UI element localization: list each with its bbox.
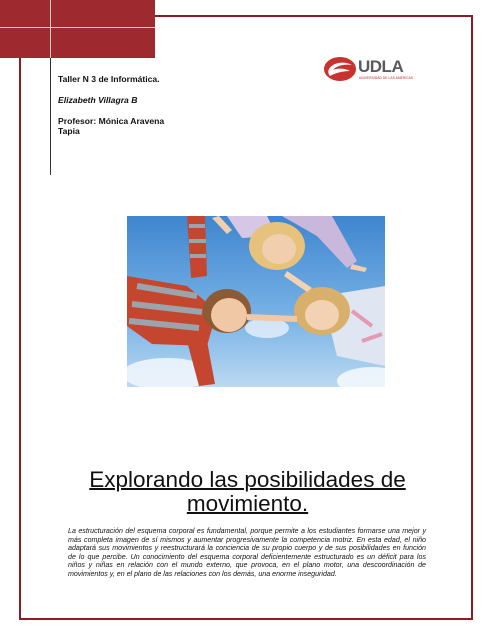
corner-line-vertical (50, 0, 51, 58)
course-label: Taller N 3 de Informática. (58, 74, 160, 84)
corner-decoration (0, 0, 155, 58)
udla-logo (323, 56, 419, 84)
logo-wordmark: UDLA (358, 57, 404, 76)
logo-subtitle: UNIVERSIDAD DE LAS AMÉRICAS (359, 76, 414, 80)
udla-swoosh-icon (323, 56, 357, 82)
author-name: Elizabeth Villagra B (58, 95, 138, 105)
corner-line-horizontal (0, 27, 155, 28)
professor-label: Profesor: Mónica Aravena Tapia (58, 116, 165, 136)
photo-illustration (127, 216, 385, 387)
left-rule (50, 58, 51, 175)
page-title: Explorando las posibilidades de movimiento. (89, 467, 406, 516)
body-paragraph: La estructuración del esquema corporal es fundamental, porque permite a los estudiantes formarse una mejor y más completa imagen de sí mismos y aumentar progresivamente la competencia motriz. En esta edad, el niño adaptará sus movimientos y reestructurará la conciencia de su propio cuerpo y de sus posibilidades en función de lo que percibe. Un conocimiento del esquema corporal deficientemente estructurado es un déficit para los niños y niñas en relación con el mundo externo, que provoca, en el plano motor, una descoordinación de movimientos y, en el plano de las relaciones con los demás, una enorme inseguridad. (68, 527, 426, 579)
children-playing-photo (127, 216, 385, 387)
document-meta (58, 74, 168, 147)
